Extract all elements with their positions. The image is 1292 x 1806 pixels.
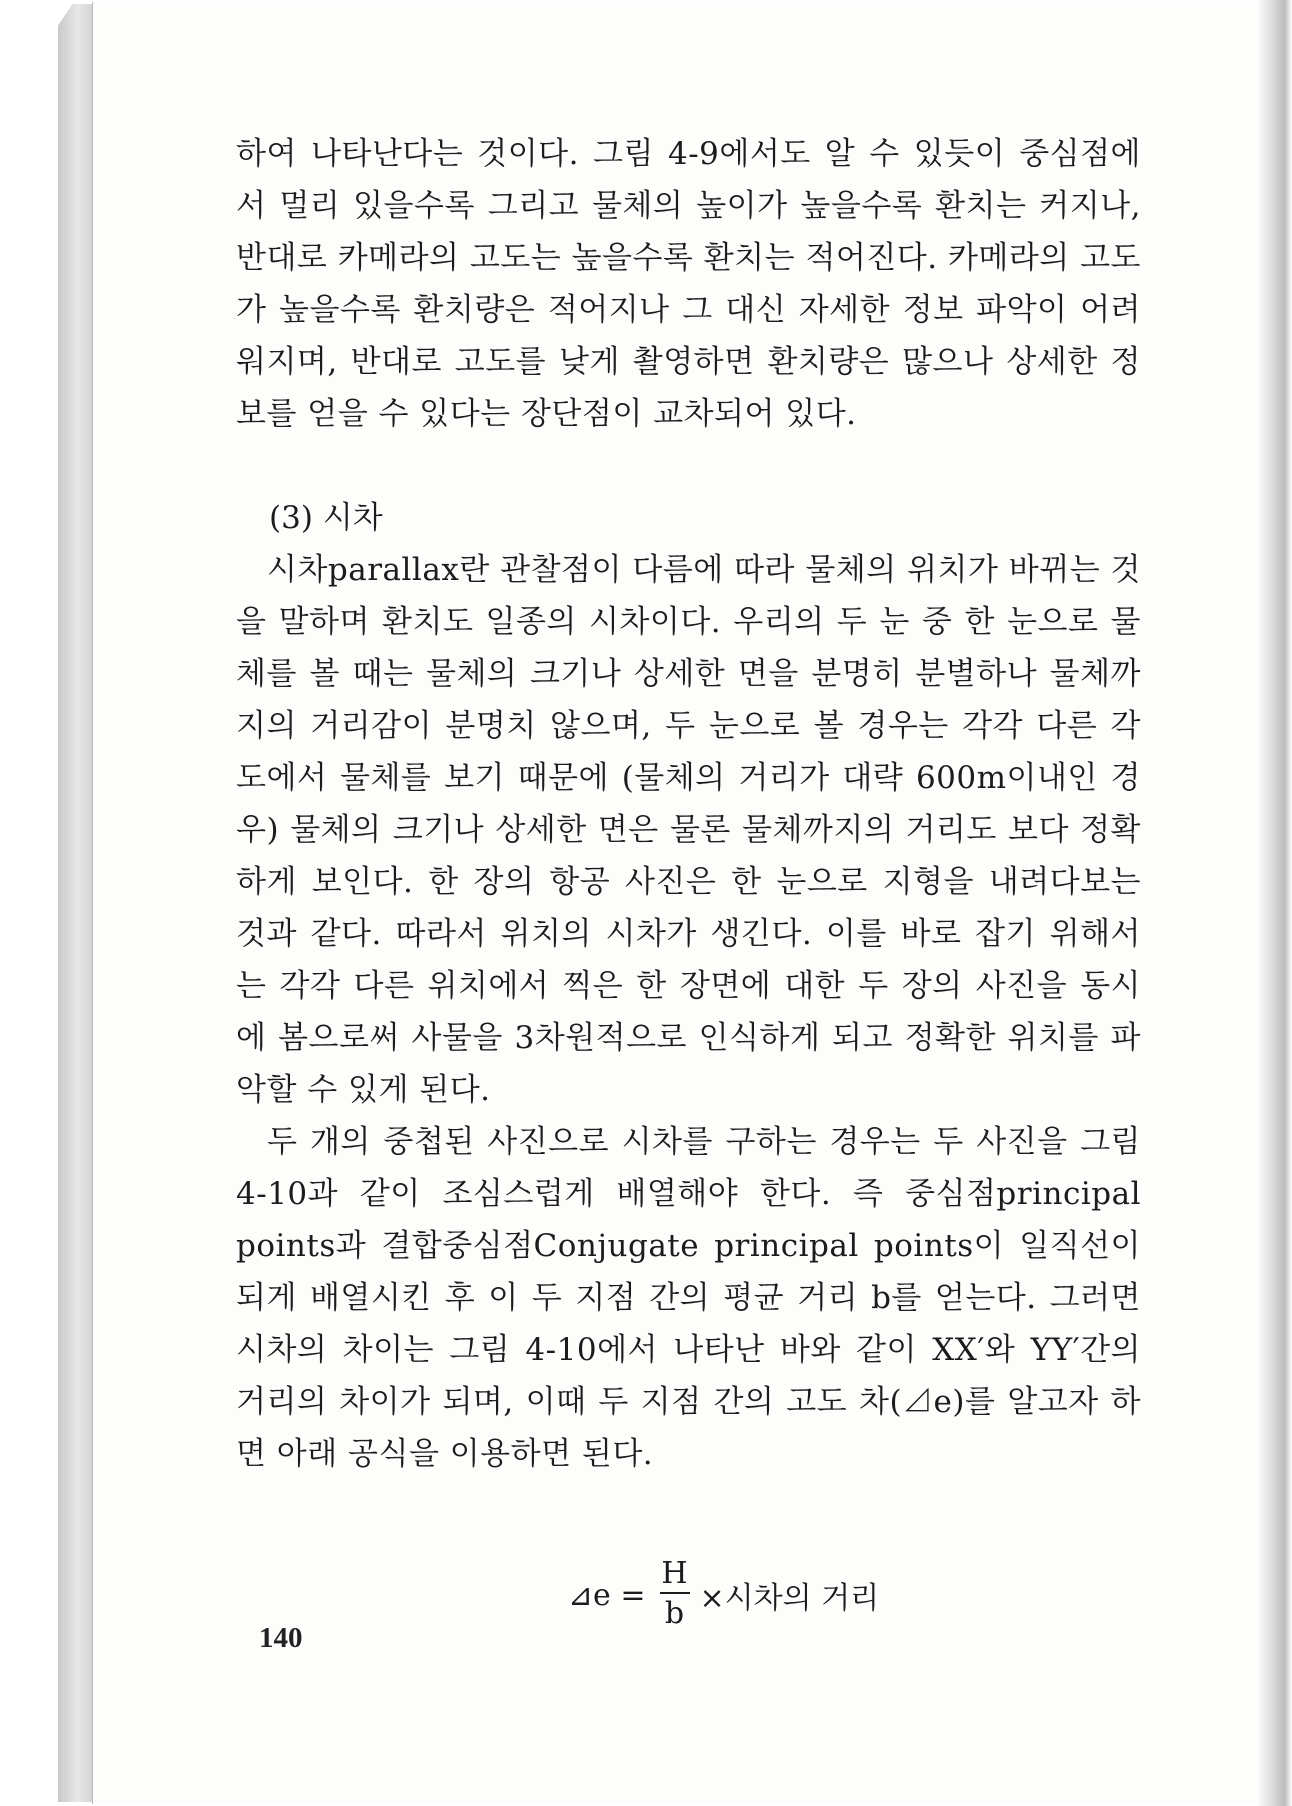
elevation-formula xyxy=(236,1556,1141,1634)
paragraph-parallax-method: 두 개의 중첩된 사진으로 시차를 구하는 경우는 두 사진을 그림 4-10과 같이 조심스럽게 배열해야 한다. 즉 중심점principal points과 결합중심점Conjugate principal points이 일직선이 되게 배열시킨 후 이 두 지점 간의 평균 거리 b를 얻는다. 그러면 시차의 차이는 그림 4-10에서 나타난 바와 같이 XX′와 YY′간의 거리의 차이가 되며, 이때 두 지점 간의 고도 차(⊿e)를 알고자 하면 아래 공식을 이용하면 된다. xyxy=(236,1124,1141,1472)
paragraph-intro: 하여 나타난다는 것이다. 그림 4-9에서도 알 수 있듯이 중심점에서 멀리 있을수록 그리고 물체의 높이가 높을수록 환치는 커지나, 반대로 카메라의 고도는 높을수록 환치는 적어진다. 카메라의 고도가 높을수록 환치량은 적어지나 그 대신 자세한 정보 파악이 어려워지며, 반대로 고도를 낮게 촬영하면 환치량은 많으나 상세한 정보를 얻을 수 있다는 장단점이 교차되어 있다. xyxy=(236,136,1141,432)
formula-fraction xyxy=(660,1556,690,1634)
page-edge-shadow xyxy=(1256,0,1292,1806)
page-number: 140 xyxy=(259,1622,303,1654)
section-heading: (3) 시차 xyxy=(269,500,383,536)
book-spine xyxy=(58,4,94,1802)
formula-lhs: ⊿e = xyxy=(567,1577,646,1613)
paragraph-parallax-definition: 시차parallax란 관찰점이 다름에 따라 물체의 위치가 바뀌는 것을 말하며 환치도 일종의 시차이다. 우리의 두 눈 중 한 눈으로 물체를 볼 때는 물체의 크기나 상세한 면을 분명히 분별하나 물체까지의 거리감이 분명치 않으며, 두 눈으로 볼 경우는 각각 다른 각도에서 물체를 보기 때문에 (물체의 거리가 대략 600m이내인 경우) 물체의 크기나 상세한 면은 물론 물체까지의 거리도 보다 정확하게 보인다. 한 장의 항공 사진은 한 눈으로 지형을 내려다보는 것과 같다. 따라서 위치의 시차가 생긴다. 이를 바로 잡기 위해서는 각각 다른 위치에서 찍은 한 장면에 대한 두 장의 사진을 동시에 봄으로써 사물을 3차원적으로 인식하게 되고 정확한 위치를 파악할 수 있게 된다. xyxy=(236,552,1141,1108)
formula-rhs: ×시차의 거리 xyxy=(699,1581,880,1616)
formula-denominator: b xyxy=(664,1596,685,1631)
formula-numerator: H xyxy=(661,1556,688,1591)
page-body xyxy=(236,128,1141,1634)
